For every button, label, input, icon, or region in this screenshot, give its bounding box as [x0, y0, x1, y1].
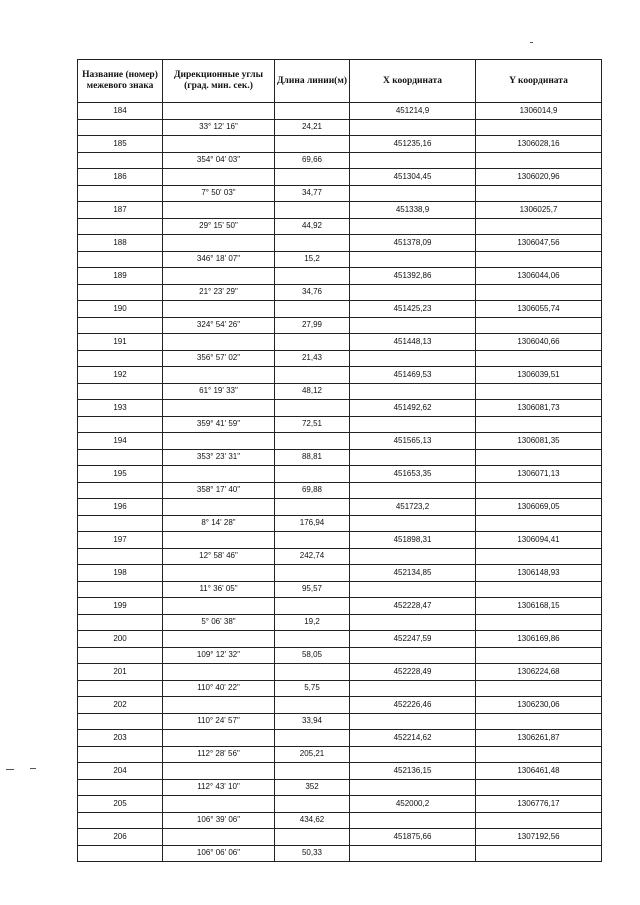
segment-row — [78, 680, 602, 697]
empty-x-cell — [350, 779, 476, 796]
line-length: 176,94 — [275, 515, 350, 532]
segment-row — [78, 647, 602, 664]
header-direction-angle: Дирекционные углы (град. мин. сек.) — [163, 60, 275, 103]
empty-length-cell — [275, 301, 350, 318]
x-coordinate: 451378,09 — [350, 235, 476, 252]
segment-row — [78, 482, 602, 499]
empty-name-cell — [78, 317, 163, 334]
y-coordinate: 1306069,05 — [476, 499, 602, 516]
y-coordinate: 1306776,17 — [476, 796, 602, 813]
x-coordinate: 451565,13 — [350, 433, 476, 450]
empty-y-cell — [476, 647, 602, 664]
empty-length-cell — [275, 829, 350, 846]
scan-speck — [30, 768, 36, 769]
segment-row — [78, 515, 602, 532]
empty-y-cell — [476, 218, 602, 235]
point-row — [78, 433, 602, 450]
x-coordinate: 451392,86 — [350, 268, 476, 285]
scan-speck — [530, 42, 533, 43]
empty-length-cell — [275, 334, 350, 351]
direction-angle: 8° 14' 28" — [163, 515, 275, 532]
line-length: 33,94 — [275, 713, 350, 730]
y-coordinate: 1306014,9 — [476, 103, 602, 120]
segment-row — [78, 779, 602, 796]
empty-length-cell — [275, 697, 350, 714]
point-name: 201 — [78, 664, 163, 681]
empty-x-cell — [350, 185, 476, 202]
empty-x-cell — [350, 713, 476, 730]
point-row — [78, 631, 602, 648]
line-length: 242,74 — [275, 548, 350, 565]
empty-y-cell — [476, 548, 602, 565]
empty-angle-cell — [163, 136, 275, 153]
segment-row — [78, 218, 602, 235]
direction-angle: 11° 36' 05" — [163, 581, 275, 598]
empty-x-cell — [350, 680, 476, 697]
line-length: 15,2 — [275, 251, 350, 268]
point-name: 206 — [78, 829, 163, 846]
direction-angle: 112° 28' 56" — [163, 746, 275, 763]
point-name: 197 — [78, 532, 163, 549]
x-coordinate: 451469,53 — [350, 367, 476, 384]
empty-angle-cell — [163, 466, 275, 483]
empty-x-cell — [350, 746, 476, 763]
y-coordinate: 1307192,56 — [476, 829, 602, 846]
empty-x-cell — [350, 284, 476, 301]
point-row — [78, 301, 602, 318]
empty-length-cell — [275, 730, 350, 747]
direction-angle: 110° 24' 57" — [163, 713, 275, 730]
direction-angle: 12° 58' 46" — [163, 548, 275, 565]
point-row — [78, 598, 602, 615]
point-name: 186 — [78, 169, 163, 186]
empty-length-cell — [275, 796, 350, 813]
empty-angle-cell — [163, 499, 275, 516]
point-row — [78, 763, 602, 780]
empty-y-cell — [476, 515, 602, 532]
y-coordinate: 1306028,16 — [476, 136, 602, 153]
empty-name-cell — [78, 185, 163, 202]
empty-x-cell — [350, 350, 476, 367]
empty-y-cell — [476, 152, 602, 169]
empty-name-cell — [78, 119, 163, 136]
empty-angle-cell — [163, 103, 275, 120]
empty-name-cell — [78, 251, 163, 268]
y-coordinate: 1306039,51 — [476, 367, 602, 384]
empty-name-cell — [78, 449, 163, 466]
empty-x-cell — [350, 218, 476, 235]
empty-x-cell — [350, 581, 476, 598]
point-row — [78, 499, 602, 516]
table-body — [78, 103, 602, 862]
x-coordinate: 451425,23 — [350, 301, 476, 318]
empty-y-cell — [476, 449, 602, 466]
line-length: 5,75 — [275, 680, 350, 697]
empty-name-cell — [78, 647, 163, 664]
direction-angle: 324° 54' 26" — [163, 317, 275, 334]
point-name: 200 — [78, 631, 163, 648]
segment-row — [78, 284, 602, 301]
empty-x-cell — [350, 383, 476, 400]
line-length: 24,21 — [275, 119, 350, 136]
line-length: 27,99 — [275, 317, 350, 334]
direction-angle: 359° 41' 59" — [163, 416, 275, 433]
table-header-row — [78, 60, 602, 103]
empty-angle-cell — [163, 664, 275, 681]
empty-x-cell — [350, 548, 476, 565]
y-coordinate: 1306020,96 — [476, 169, 602, 186]
empty-name-cell — [78, 581, 163, 598]
empty-y-cell — [476, 383, 602, 400]
direction-angle: 354° 04' 03" — [163, 152, 275, 169]
empty-x-cell — [350, 845, 476, 862]
line-length: 88,81 — [275, 449, 350, 466]
y-coordinate: 1306169,86 — [476, 631, 602, 648]
point-row — [78, 664, 602, 681]
empty-length-cell — [275, 235, 350, 252]
segment-row — [78, 317, 602, 334]
empty-name-cell — [78, 482, 163, 499]
direction-angle: 346° 18' 07" — [163, 251, 275, 268]
point-row — [78, 367, 602, 384]
x-coordinate: 451492,62 — [350, 400, 476, 417]
segment-row — [78, 812, 602, 829]
empty-x-cell — [350, 647, 476, 664]
point-name: 187 — [78, 202, 163, 219]
point-name: 198 — [78, 565, 163, 582]
line-length: 48,12 — [275, 383, 350, 400]
empty-name-cell — [78, 713, 163, 730]
x-coordinate: 451304,45 — [350, 169, 476, 186]
point-row — [78, 796, 602, 813]
direction-angle: 112° 43' 10" — [163, 779, 275, 796]
empty-y-cell — [476, 317, 602, 334]
empty-y-cell — [476, 713, 602, 730]
x-coordinate: 451235,16 — [350, 136, 476, 153]
segment-row — [78, 185, 602, 202]
point-name: 188 — [78, 235, 163, 252]
empty-angle-cell — [163, 334, 275, 351]
empty-angle-cell — [163, 301, 275, 318]
empty-angle-cell — [163, 202, 275, 219]
point-name: 193 — [78, 400, 163, 417]
line-length: 21,43 — [275, 350, 350, 367]
line-length: 19,2 — [275, 614, 350, 631]
point-row — [78, 235, 602, 252]
point-row — [78, 829, 602, 846]
y-coordinate: 1306044,06 — [476, 268, 602, 285]
segment-row — [78, 251, 602, 268]
empty-name-cell — [78, 680, 163, 697]
point-row — [78, 532, 602, 549]
segment-row — [78, 383, 602, 400]
point-row — [78, 334, 602, 351]
point-name: 203 — [78, 730, 163, 747]
empty-y-cell — [476, 350, 602, 367]
point-row — [78, 565, 602, 582]
empty-x-cell — [350, 614, 476, 631]
y-coordinate: 1306261,87 — [476, 730, 602, 747]
segment-row — [78, 152, 602, 169]
segment-row — [78, 119, 602, 136]
empty-angle-cell — [163, 697, 275, 714]
line-length: 34,77 — [275, 185, 350, 202]
line-length: 72,51 — [275, 416, 350, 433]
empty-angle-cell — [163, 763, 275, 780]
empty-x-cell — [350, 416, 476, 433]
x-coordinate: 451338,9 — [350, 202, 476, 219]
y-coordinate: 1306047,56 — [476, 235, 602, 252]
segment-row — [78, 713, 602, 730]
header-x-coordinate: X координата — [350, 60, 476, 103]
point-name: 195 — [78, 466, 163, 483]
empty-angle-cell — [163, 598, 275, 615]
empty-y-cell — [476, 779, 602, 796]
point-name: 185 — [78, 136, 163, 153]
x-coordinate: 451448,13 — [350, 334, 476, 351]
direction-angle: 5° 06' 38" — [163, 614, 275, 631]
segment-row — [78, 449, 602, 466]
empty-angle-cell — [163, 631, 275, 648]
empty-name-cell — [78, 746, 163, 763]
segment-row — [78, 614, 602, 631]
segment-row — [78, 548, 602, 565]
empty-name-cell — [78, 350, 163, 367]
empty-length-cell — [275, 268, 350, 285]
empty-name-cell — [78, 614, 163, 631]
empty-name-cell — [78, 218, 163, 235]
empty-length-cell — [275, 664, 350, 681]
empty-length-cell — [275, 433, 350, 450]
empty-name-cell — [78, 812, 163, 829]
empty-angle-cell — [163, 796, 275, 813]
empty-angle-cell — [163, 730, 275, 747]
y-coordinate: 1306071,13 — [476, 466, 602, 483]
empty-length-cell — [275, 202, 350, 219]
empty-x-cell — [350, 152, 476, 169]
empty-length-cell — [275, 103, 350, 120]
empty-angle-cell — [163, 268, 275, 285]
x-coordinate: 452226,46 — [350, 697, 476, 714]
point-name: 204 — [78, 763, 163, 780]
point-name: 192 — [78, 367, 163, 384]
x-coordinate: 452228,49 — [350, 664, 476, 681]
point-row — [78, 268, 602, 285]
empty-length-cell — [275, 367, 350, 384]
y-coordinate: 1306230,06 — [476, 697, 602, 714]
point-name: 202 — [78, 697, 163, 714]
direction-angle: 106° 06' 06" — [163, 845, 275, 862]
header-mark-name: Название (номер) межевого знака — [78, 60, 163, 103]
point-name: 190 — [78, 301, 163, 318]
empty-y-cell — [476, 284, 602, 301]
y-coordinate: 1306148,93 — [476, 565, 602, 582]
empty-angle-cell — [163, 169, 275, 186]
x-coordinate: 451214,9 — [350, 103, 476, 120]
y-coordinate: 1306081,35 — [476, 433, 602, 450]
y-coordinate: 1306081,73 — [476, 400, 602, 417]
point-row — [78, 103, 602, 120]
segment-row — [78, 746, 602, 763]
empty-length-cell — [275, 763, 350, 780]
point-name: 191 — [78, 334, 163, 351]
empty-angle-cell — [163, 367, 275, 384]
y-coordinate: 1306055,74 — [476, 301, 602, 318]
empty-x-cell — [350, 251, 476, 268]
empty-name-cell — [78, 515, 163, 532]
line-length: 58,05 — [275, 647, 350, 664]
point-row — [78, 136, 602, 153]
empty-name-cell — [78, 383, 163, 400]
direction-angle: 29° 15' 50" — [163, 218, 275, 235]
scan-speck — [6, 769, 14, 770]
direction-angle: 106° 39' 06" — [163, 812, 275, 829]
line-length: 34,76 — [275, 284, 350, 301]
empty-angle-cell — [163, 565, 275, 582]
line-length: 69,66 — [275, 152, 350, 169]
empty-y-cell — [476, 581, 602, 598]
empty-y-cell — [476, 119, 602, 136]
x-coordinate: 452000,2 — [350, 796, 476, 813]
empty-name-cell — [78, 548, 163, 565]
segment-row — [78, 416, 602, 433]
x-coordinate: 451653,35 — [350, 466, 476, 483]
segment-row — [78, 845, 602, 862]
y-coordinate: 1306040,66 — [476, 334, 602, 351]
direction-angle: 358° 17' 40" — [163, 482, 275, 499]
line-length: 50,33 — [275, 845, 350, 862]
line-length: 434,62 — [275, 812, 350, 829]
header-y-coordinate: Y координата — [476, 60, 602, 103]
empty-y-cell — [476, 482, 602, 499]
point-row — [78, 169, 602, 186]
y-coordinate: 1306168,15 — [476, 598, 602, 615]
line-length: 205,21 — [275, 746, 350, 763]
y-coordinate: 1306224,68 — [476, 664, 602, 681]
empty-x-cell — [350, 449, 476, 466]
empty-y-cell — [476, 680, 602, 697]
empty-x-cell — [350, 812, 476, 829]
y-coordinate: 1306461,48 — [476, 763, 602, 780]
direction-angle: 61° 19' 33" — [163, 383, 275, 400]
x-coordinate: 452134,85 — [350, 565, 476, 582]
empty-y-cell — [476, 185, 602, 202]
empty-y-cell — [476, 845, 602, 862]
x-coordinate: 452228,47 — [350, 598, 476, 615]
segment-row — [78, 350, 602, 367]
x-coordinate: 451723,2 — [350, 499, 476, 516]
empty-length-cell — [275, 565, 350, 582]
point-name: 184 — [78, 103, 163, 120]
x-coordinate: 452214,62 — [350, 730, 476, 747]
point-row — [78, 400, 602, 417]
empty-y-cell — [476, 614, 602, 631]
direction-angle: 109° 12' 32" — [163, 647, 275, 664]
y-coordinate: 1306094,41 — [476, 532, 602, 549]
point-row — [78, 466, 602, 483]
point-name: 194 — [78, 433, 163, 450]
empty-length-cell — [275, 136, 350, 153]
empty-length-cell — [275, 400, 350, 417]
empty-length-cell — [275, 169, 350, 186]
empty-length-cell — [275, 532, 350, 549]
x-coordinate: 452247,59 — [350, 631, 476, 648]
empty-angle-cell — [163, 400, 275, 417]
empty-name-cell — [78, 416, 163, 433]
line-length: 95,57 — [275, 581, 350, 598]
empty-length-cell — [275, 466, 350, 483]
empty-length-cell — [275, 598, 350, 615]
y-coordinate: 1306025,7 — [476, 202, 602, 219]
point-row — [78, 697, 602, 714]
empty-length-cell — [275, 631, 350, 648]
point-row — [78, 730, 602, 747]
direction-angle: 356° 57' 02" — [163, 350, 275, 367]
empty-length-cell — [275, 499, 350, 516]
point-name: 196 — [78, 499, 163, 516]
line-length: 352 — [275, 779, 350, 796]
point-name: 199 — [78, 598, 163, 615]
x-coordinate: 452136,15 — [350, 763, 476, 780]
empty-x-cell — [350, 119, 476, 136]
direction-angle: 7° 50' 03" — [163, 185, 275, 202]
direction-angle: 21° 23' 29" — [163, 284, 275, 301]
empty-x-cell — [350, 317, 476, 334]
empty-y-cell — [476, 251, 602, 268]
empty-name-cell — [78, 152, 163, 169]
point-name: 189 — [78, 268, 163, 285]
boundary-marks-table — [77, 59, 602, 862]
direction-angle: 353° 23' 31" — [163, 449, 275, 466]
line-length: 44,92 — [275, 218, 350, 235]
direction-angle: 110° 40' 22" — [163, 680, 275, 697]
line-length: 69,88 — [275, 482, 350, 499]
empty-angle-cell — [163, 433, 275, 450]
x-coordinate: 451898,31 — [350, 532, 476, 549]
empty-x-cell — [350, 515, 476, 532]
empty-angle-cell — [163, 235, 275, 252]
empty-angle-cell — [163, 532, 275, 549]
empty-y-cell — [476, 812, 602, 829]
point-name: 205 — [78, 796, 163, 813]
empty-name-cell — [78, 845, 163, 862]
empty-name-cell — [78, 284, 163, 301]
empty-x-cell — [350, 482, 476, 499]
empty-y-cell — [476, 416, 602, 433]
direction-angle: 33° 12' 16" — [163, 119, 275, 136]
point-row — [78, 202, 602, 219]
empty-angle-cell — [163, 829, 275, 846]
empty-name-cell — [78, 779, 163, 796]
empty-y-cell — [476, 746, 602, 763]
x-coordinate: 451875,66 — [350, 829, 476, 846]
segment-row — [78, 581, 602, 598]
header-line-length: Длина линии(м) — [275, 60, 350, 103]
